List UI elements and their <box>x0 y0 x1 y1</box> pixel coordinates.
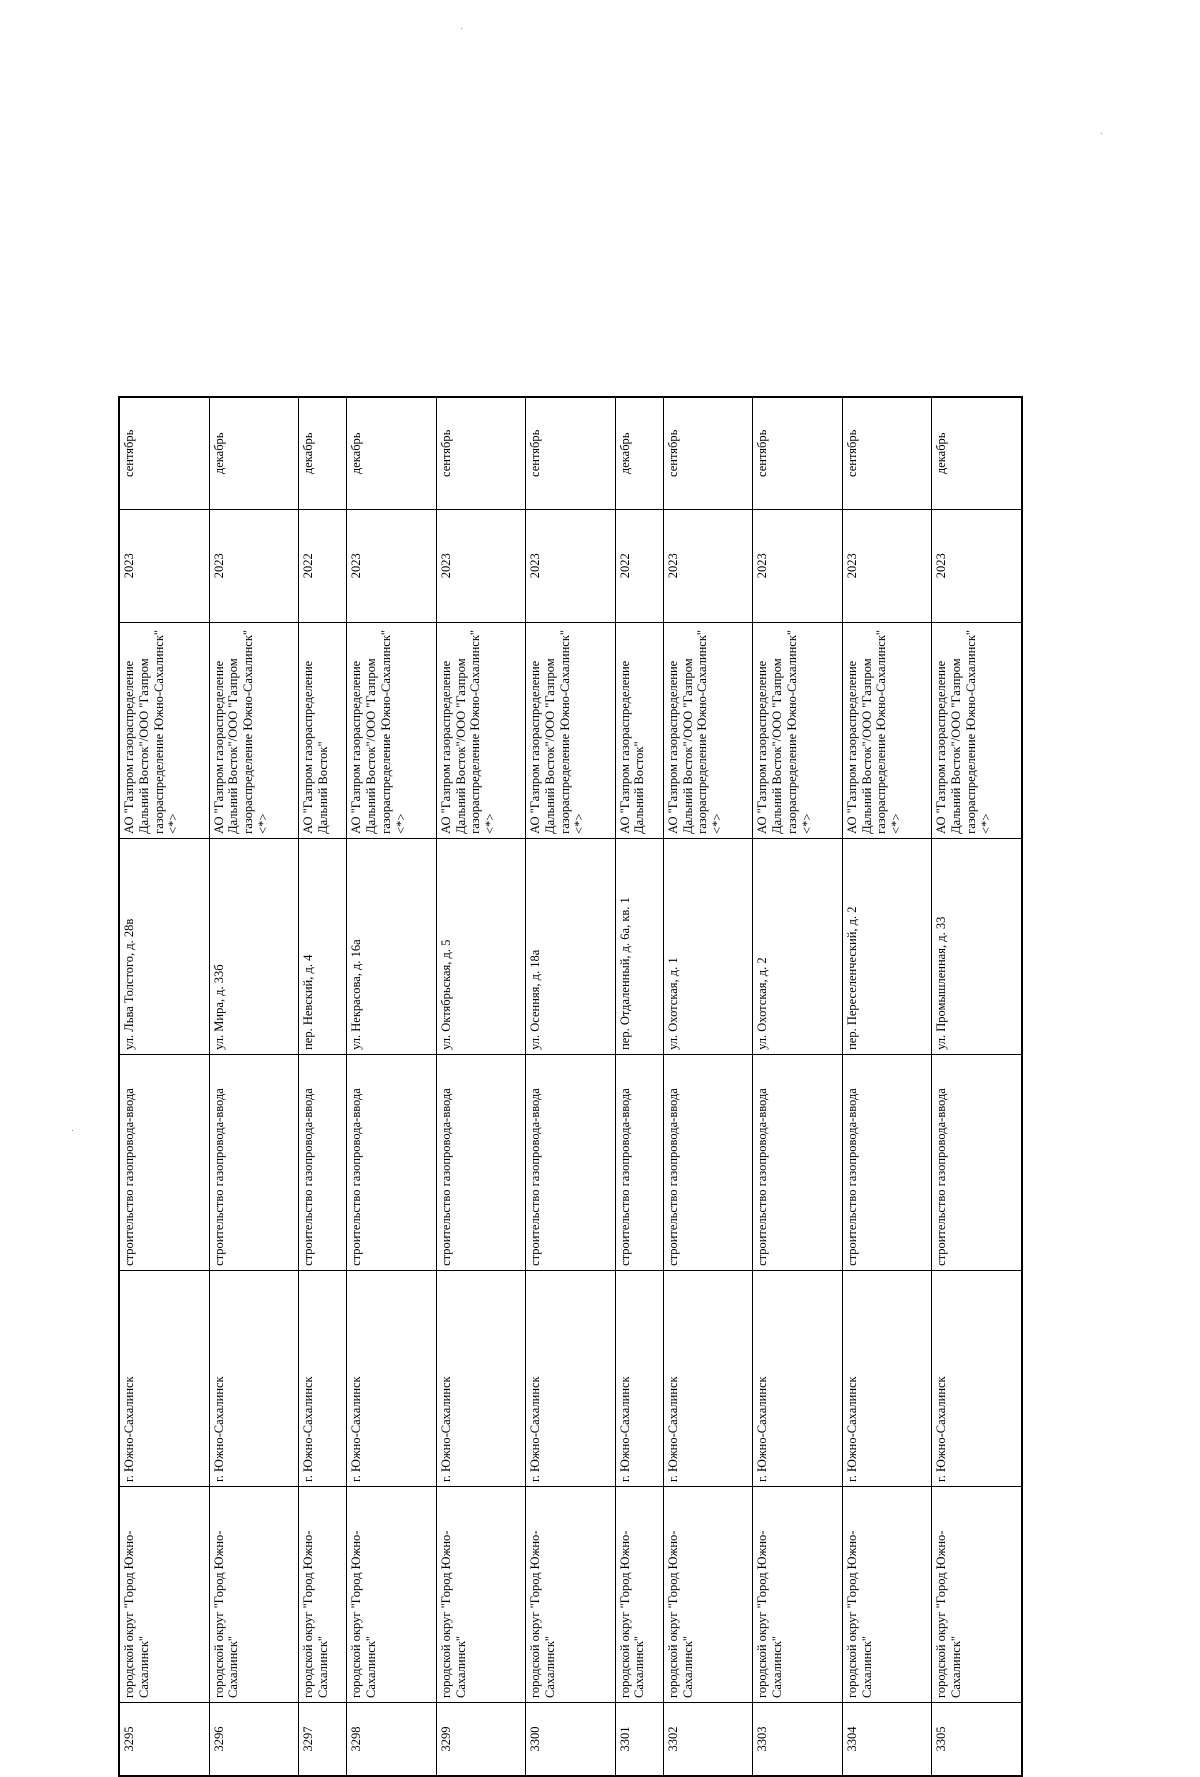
municipality-cell: городской округ "Город Южно-Сахалинск" <box>526 1486 615 1702</box>
work-type-cell: строительство газопровода-ввода <box>299 1054 347 1270</box>
month-cell: декабрь <box>299 397 347 509</box>
row-number-cell: 3301 <box>615 1702 663 1776</box>
work-type-cell: строительство газопровода-ввода <box>347 1054 436 1270</box>
table-row <box>615 397 663 1776</box>
municipality-cell: городской округ "Город Южно-Сахалинск" <box>347 1486 436 1702</box>
settlement-cell: г. Южно-Сахалинск <box>932 1270 1022 1486</box>
municipality-cell: городской округ "Город Южно-Сахалинск" <box>932 1486 1022 1702</box>
table-row <box>932 397 1022 1776</box>
rotated-table-container <box>118 396 1023 1777</box>
table-row <box>347 397 436 1776</box>
municipality-cell: городской округ "Город Южно-Сахалинск" <box>299 1486 347 1702</box>
executor-cell: АО "Газпром газораспределение Дальний Восток" <box>299 622 347 838</box>
address-cell: ул. Льва Толстого, д. 28в <box>119 838 209 1054</box>
year-cell: 2023 <box>347 509 436 622</box>
table-row <box>663 397 752 1776</box>
year-cell: 2023 <box>209 509 298 622</box>
settlement-cell: г. Южно-Сахалинск <box>526 1270 615 1486</box>
municipality-cell: городской округ "Город Южно-Сахалинск" <box>753 1486 842 1702</box>
executor-cell: АО "Газпром газораспределение Дальний Восток"/ООО "Газпром газораспределение Южно-Сахалинск" <*> <box>436 622 525 838</box>
address-cell: пер. Невский, д. 4 <box>299 838 347 1054</box>
work-type-cell: строительство газопровода-ввода <box>209 1054 298 1270</box>
address-cell: ул. Охотская, д. 2 <box>753 838 842 1054</box>
year-cell: 2023 <box>119 509 209 622</box>
work-type-cell: строительство газопровода-ввода <box>526 1054 615 1270</box>
settlement-cell: г. Южно-Сахалинск <box>753 1270 842 1486</box>
settlement-cell: г. Южно-Сахалинск <box>119 1270 209 1486</box>
municipality-cell: городской округ "Город Южно-Сахалинск" <box>209 1486 298 1702</box>
table-row <box>119 397 209 1776</box>
work-type-cell: строительство газопровода-ввода <box>842 1054 931 1270</box>
row-number-cell: 3299 <box>436 1702 525 1776</box>
table-row <box>842 397 931 1776</box>
municipality-cell: городской округ "Город Южно-Сахалинск" <box>615 1486 663 1702</box>
municipality-cell: городской округ "Город Южно-Сахалинск" <box>436 1486 525 1702</box>
row-number-cell: 3304 <box>842 1702 931 1776</box>
row-number-cell: 3295 <box>119 1702 209 1776</box>
address-cell: ул. Мира, д. 33б <box>209 838 298 1054</box>
table-rotation-frame <box>118 396 1023 1777</box>
month-cell: сентябрь <box>526 397 615 509</box>
month-cell: сентябрь <box>663 397 752 509</box>
year-cell: 2022 <box>615 509 663 622</box>
address-cell: ул. Охотская, д. 1 <box>663 838 752 1054</box>
row-number-cell: 3302 <box>663 1702 752 1776</box>
table-row <box>753 397 842 1776</box>
settlement-cell: г. Южно-Сахалинск <box>299 1270 347 1486</box>
settlement-cell: г. Южно-Сахалинск <box>209 1270 298 1486</box>
year-cell: 2023 <box>753 509 842 622</box>
executor-cell: АО "Газпром газораспределение Дальний Восток"/ООО "Газпром газораспределение Южно-Сахалинск" <*> <box>842 622 931 838</box>
work-type-cell: строительство газопровода-ввода <box>615 1054 663 1270</box>
executor-cell: АО "Газпром газораспределение Дальний Восток"/ООО "Газпром газораспределение Южно-Сахалинск" <*> <box>663 622 752 838</box>
table-row <box>436 397 525 1776</box>
row-number-cell: 3303 <box>753 1702 842 1776</box>
settlement-cell: г. Южно-Сахалинск <box>436 1270 525 1486</box>
address-cell: ул. Осенняя, д. 18а <box>526 838 615 1054</box>
gas-pipeline-schedule-table <box>118 396 1023 1777</box>
settlement-cell: г. Южно-Сахалинск <box>347 1270 436 1486</box>
year-cell: 2023 <box>526 509 615 622</box>
address-cell: ул. Некрасова, д. 16а <box>347 838 436 1054</box>
executor-cell: АО "Газпром газораспределение Дальний Восток"/ООО "Газпром газораспределение Южно-Сахалинск" <*> <box>347 622 436 838</box>
row-number-cell: 3300 <box>526 1702 615 1776</box>
month-cell: декабрь <box>932 397 1022 509</box>
year-cell: 2023 <box>932 509 1022 622</box>
month-cell: сентябрь <box>436 397 525 509</box>
month-cell: сентябрь <box>753 397 842 509</box>
work-type-cell: строительство газопровода-ввода <box>753 1054 842 1270</box>
year-cell: 2023 <box>663 509 752 622</box>
address-cell: пер. Отдаленный, д. 6а, кв. 1 <box>615 838 663 1054</box>
work-type-cell: строительство газопровода-ввода <box>119 1054 209 1270</box>
row-number-cell: 3297 <box>299 1702 347 1776</box>
municipality-cell: городской округ "Город Южно-Сахалинск" <box>663 1486 752 1702</box>
municipality-cell: городской округ "Город Южно-Сахалинск" <box>842 1486 931 1702</box>
month-cell: декабрь <box>615 397 663 509</box>
work-type-cell: строительство газопровода-ввода <box>436 1054 525 1270</box>
year-cell: 2022 <box>299 509 347 622</box>
table-row <box>299 397 347 1776</box>
year-cell: 2023 <box>436 509 525 622</box>
executor-cell: АО "Газпром газораспределение Дальний Восток"/ООО "Газпром газораспределение Южно-Сахалинск" <*> <box>932 622 1022 838</box>
address-cell: пер. Переселенческий, д. 2 <box>842 838 931 1054</box>
month-cell: сентябрь <box>119 397 209 509</box>
month-cell: декабрь <box>209 397 298 509</box>
row-number-cell: 3296 <box>209 1702 298 1776</box>
executor-cell: АО "Газпром газораспределение Дальний Восток"/ООО "Газпром газораспределение Южно-Сахалинск" <*> <box>209 622 298 838</box>
year-cell: 2023 <box>842 509 931 622</box>
month-cell: декабрь <box>347 397 436 509</box>
work-type-cell: строительство газопровода-ввода <box>932 1054 1022 1270</box>
settlement-cell: г. Южно-Сахалинск <box>663 1270 752 1486</box>
table-body <box>119 397 1022 1776</box>
executor-cell: АО "Газпром газораспределение Дальний Восток" <box>615 622 663 838</box>
executor-cell: АО "Газпром газораспределение Дальний Восток"/ООО "Газпром газораспределение Южно-Сахалинск" <*> <box>119 622 209 838</box>
month-cell: сентябрь <box>842 397 931 509</box>
table-row <box>526 397 615 1776</box>
work-type-cell: строительство газопровода-ввода <box>663 1054 752 1270</box>
settlement-cell: г. Южно-Сахалинск <box>842 1270 931 1486</box>
executor-cell: АО "Газпром газораспределение Дальний Восток"/ООО "Газпром газораспределение Южно-Сахалинск" <*> <box>753 622 842 838</box>
address-cell: ул. Октябрьская, д. 5 <box>436 838 525 1054</box>
municipality-cell: городской округ "Город Южно-Сахалинск" <box>119 1486 209 1702</box>
row-number-cell: 3298 <box>347 1702 436 1776</box>
address-cell: ул. Промышленная, д. 33 <box>932 838 1022 1054</box>
settlement-cell: г. Южно-Сахалинск <box>615 1270 663 1486</box>
row-number-cell: 3305 <box>932 1702 1022 1776</box>
table-row <box>209 397 298 1776</box>
executor-cell: АО "Газпром газораспределение Дальний Восток"/ООО "Газпром газораспределение Южно-Сахалинск" <*> <box>526 622 615 838</box>
